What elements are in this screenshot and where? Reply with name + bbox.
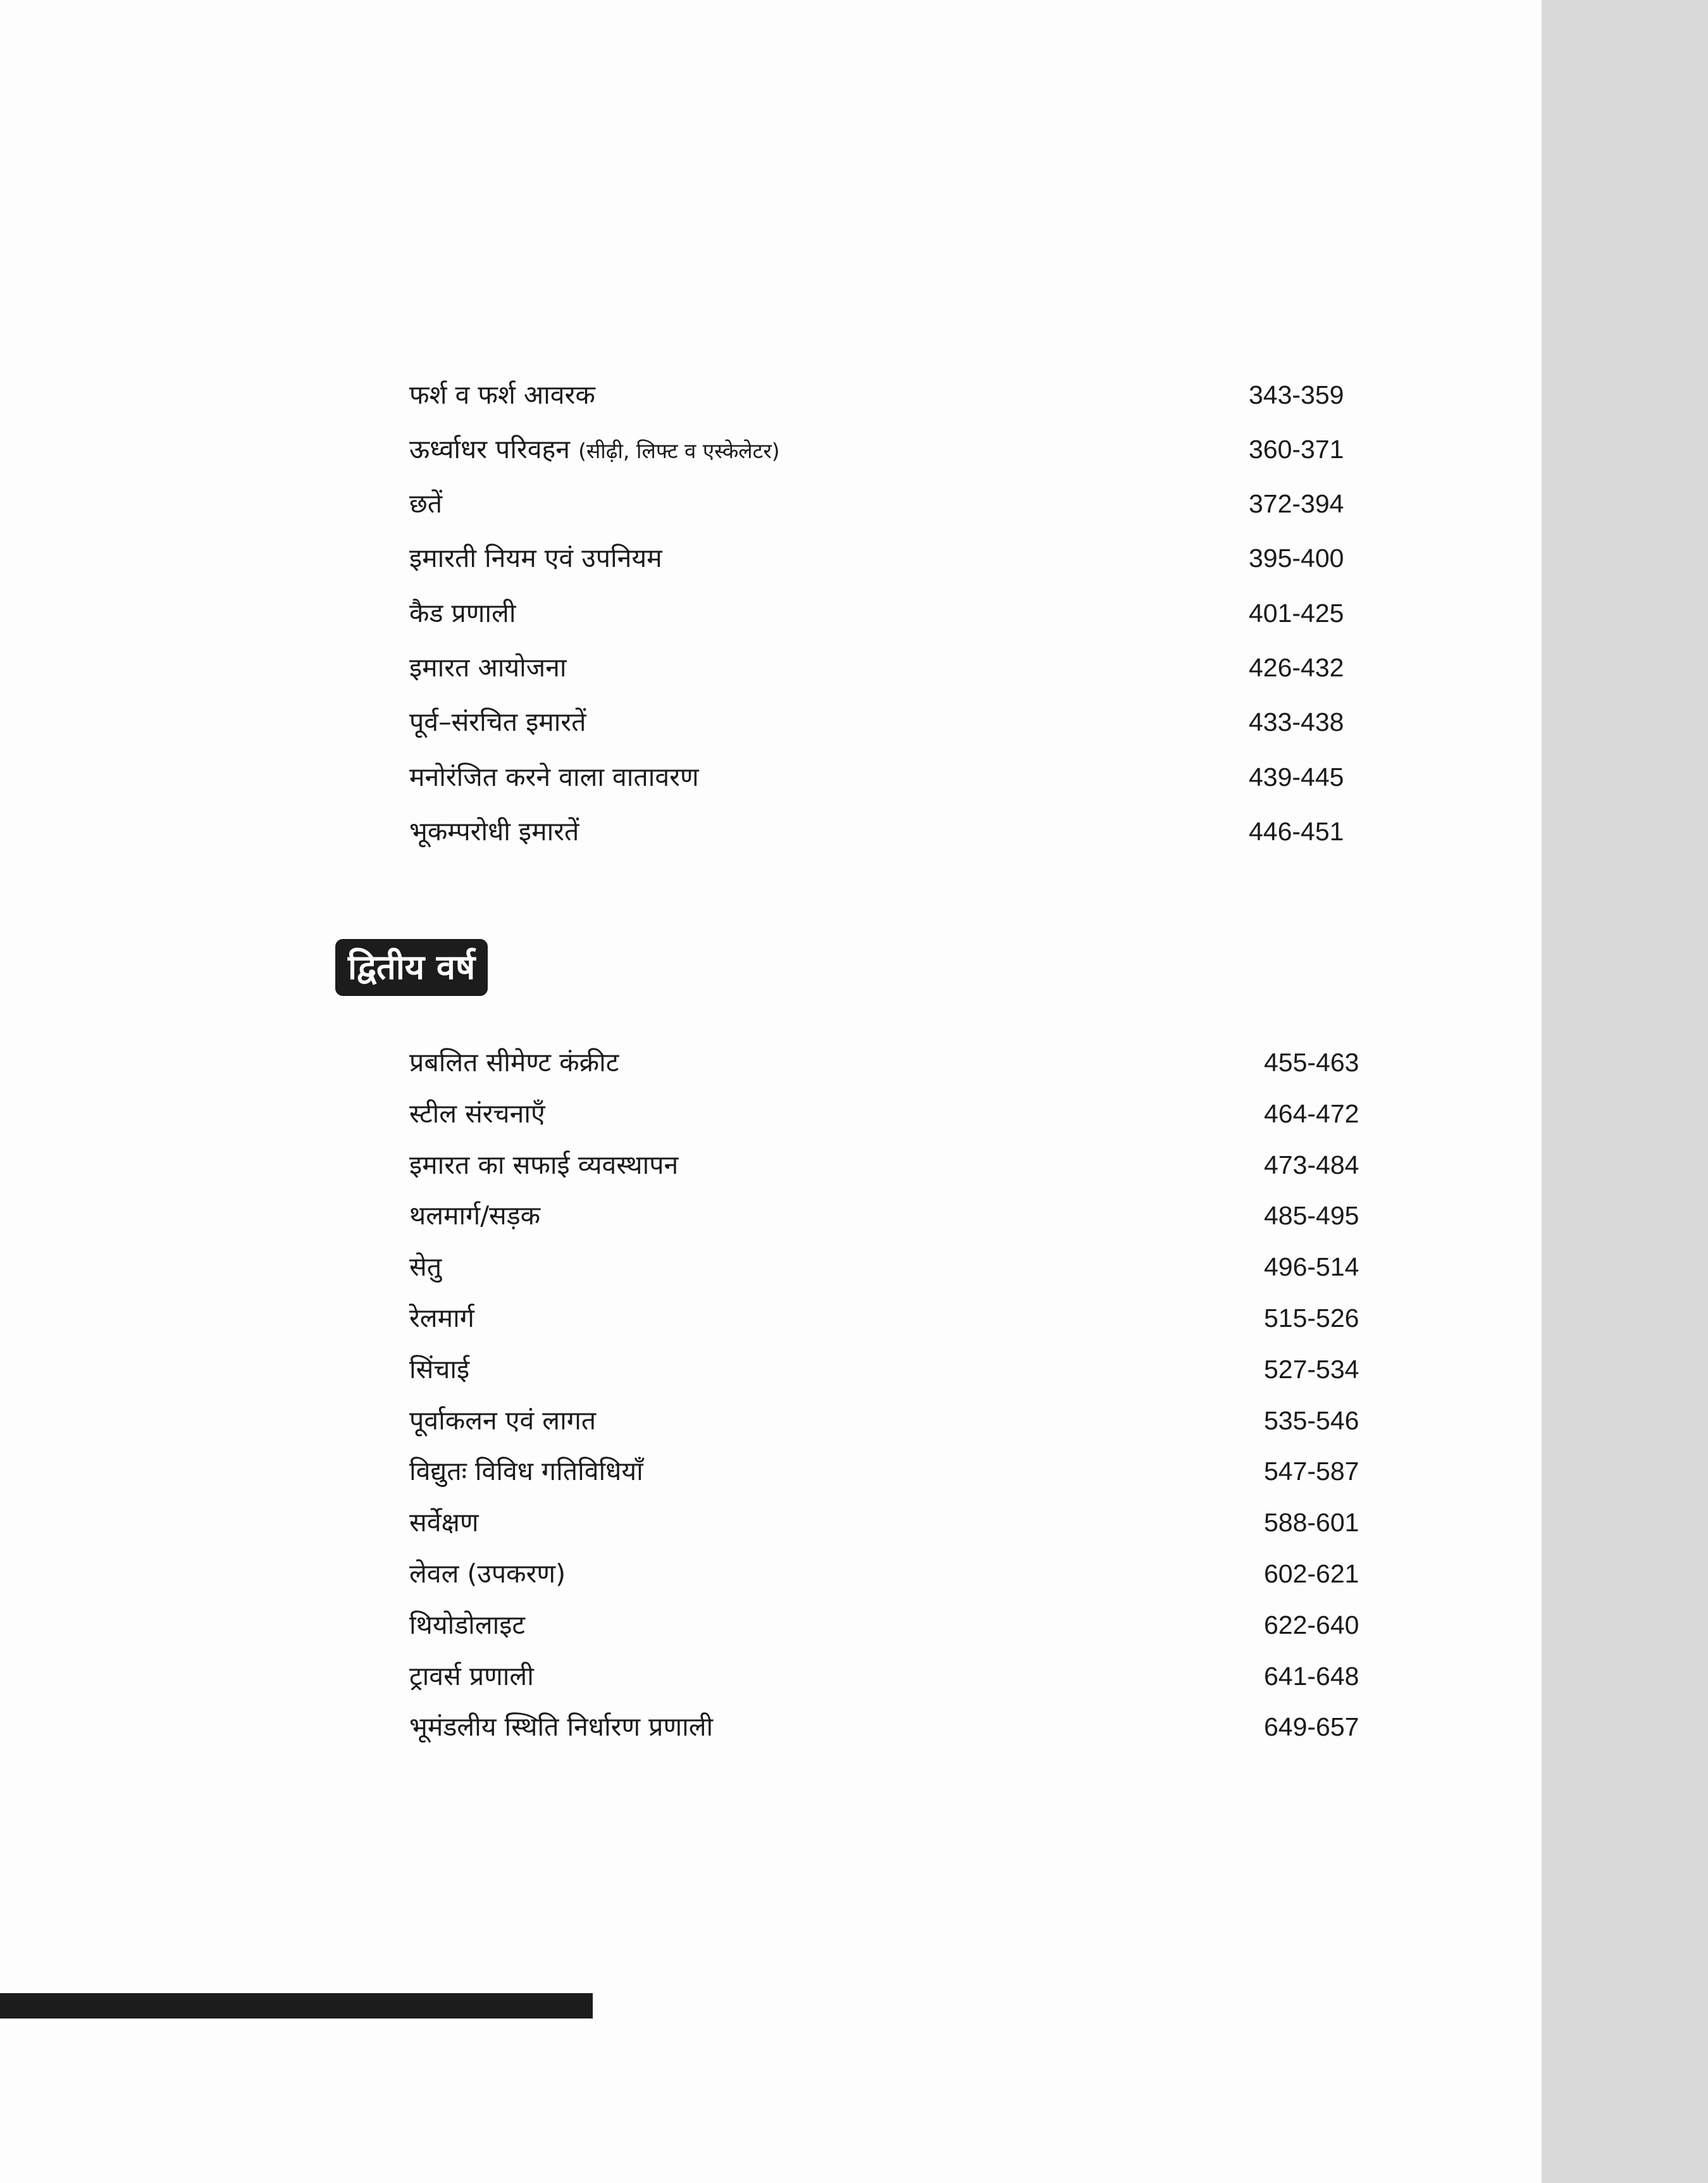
chapter-title: मनोरंजित करने वाला वातावरण — [409, 762, 699, 792]
chapter-title: लेवल (उपकरण) — [409, 1558, 566, 1589]
chapter-title: सेतु — [409, 1252, 442, 1282]
page-range: 426-432 — [1249, 653, 1344, 682]
page-range: 446-451 — [1249, 817, 1344, 846]
page-range: 439-445 — [1249, 762, 1344, 792]
side-margin-strip — [1542, 0, 1708, 2183]
page-range: 602-621 — [1264, 1559, 1359, 1588]
chapter-title: सर्वेक्षण — [409, 1507, 479, 1538]
page-range: 622-640 — [1264, 1610, 1359, 1639]
chapter-title: ऊर्ध्वाधर परिवहन (सीढ़ी, लिफ्ट व एस्केलेटर) — [409, 434, 780, 464]
chapter-title: इमारत आयोजना — [409, 652, 567, 683]
page-range: 515-526 — [1264, 1303, 1359, 1333]
chapter-title: छतें — [409, 488, 443, 519]
chapter-title: प्रबलित सीमेण्ट कंक्रीट — [409, 1047, 619, 1078]
page-range: 395-400 — [1249, 544, 1344, 573]
page-range: 527-534 — [1264, 1355, 1359, 1384]
page-range: 641-648 — [1264, 1662, 1359, 1691]
chapter-title: भूमंडलीय स्थिति निर्धारण प्रणाली — [409, 1712, 714, 1742]
footer-bar — [0, 1993, 593, 2018]
chapter-title: स्टील संरचनाएँ — [409, 1098, 545, 1129]
page-range: 343-359 — [1249, 380, 1344, 409]
chapter-title: इमारत का सफाई व्यवस्थापन — [409, 1150, 679, 1180]
page-range: 485-495 — [1264, 1201, 1359, 1230]
chapter-title: थियोडोलाइट — [409, 1610, 525, 1640]
page-range: 588-601 — [1264, 1508, 1359, 1537]
page-range: 360-371 — [1249, 435, 1344, 464]
page-range: 649-657 — [1264, 1712, 1359, 1741]
chapter-title: पूर्व–संरचित इमारतें — [409, 707, 586, 737]
chapter-title: भूकम्परोधी इमारतें — [409, 816, 579, 847]
chapter-title: पूर्वाकलन एवं लागत — [409, 1405, 597, 1436]
page-range: 455-463 — [1264, 1048, 1359, 1077]
page-range: 496-514 — [1264, 1252, 1359, 1281]
chapter-title: ट्रावर्स प्रणाली — [409, 1661, 534, 1691]
page-range: 401-425 — [1249, 599, 1344, 628]
chapter-title: कैड प्रणाली — [409, 598, 516, 628]
chapter-title: थलमार्ग/सड़क — [409, 1200, 541, 1231]
chapter-title: सिंचाई — [409, 1354, 470, 1384]
page-range: 464-472 — [1264, 1099, 1359, 1128]
page-range: 433-438 — [1249, 707, 1344, 737]
page-range: 372-394 — [1249, 489, 1344, 518]
section-heading-badge: द्वितीय वर्ष — [335, 939, 488, 996]
chapter-title: फर्श व फर्श आवरक — [409, 380, 595, 410]
page-range: 535-546 — [1264, 1406, 1359, 1435]
page-range: 473-484 — [1264, 1150, 1359, 1179]
chapter-title: रेलमार्ग — [409, 1303, 474, 1333]
chapter-title: विद्युतः विविध गतिविधियाँ — [409, 1456, 643, 1486]
page-range: 547-587 — [1264, 1457, 1359, 1486]
chapter-title: इमारती नियम एवं उपनियम — [409, 543, 662, 573]
